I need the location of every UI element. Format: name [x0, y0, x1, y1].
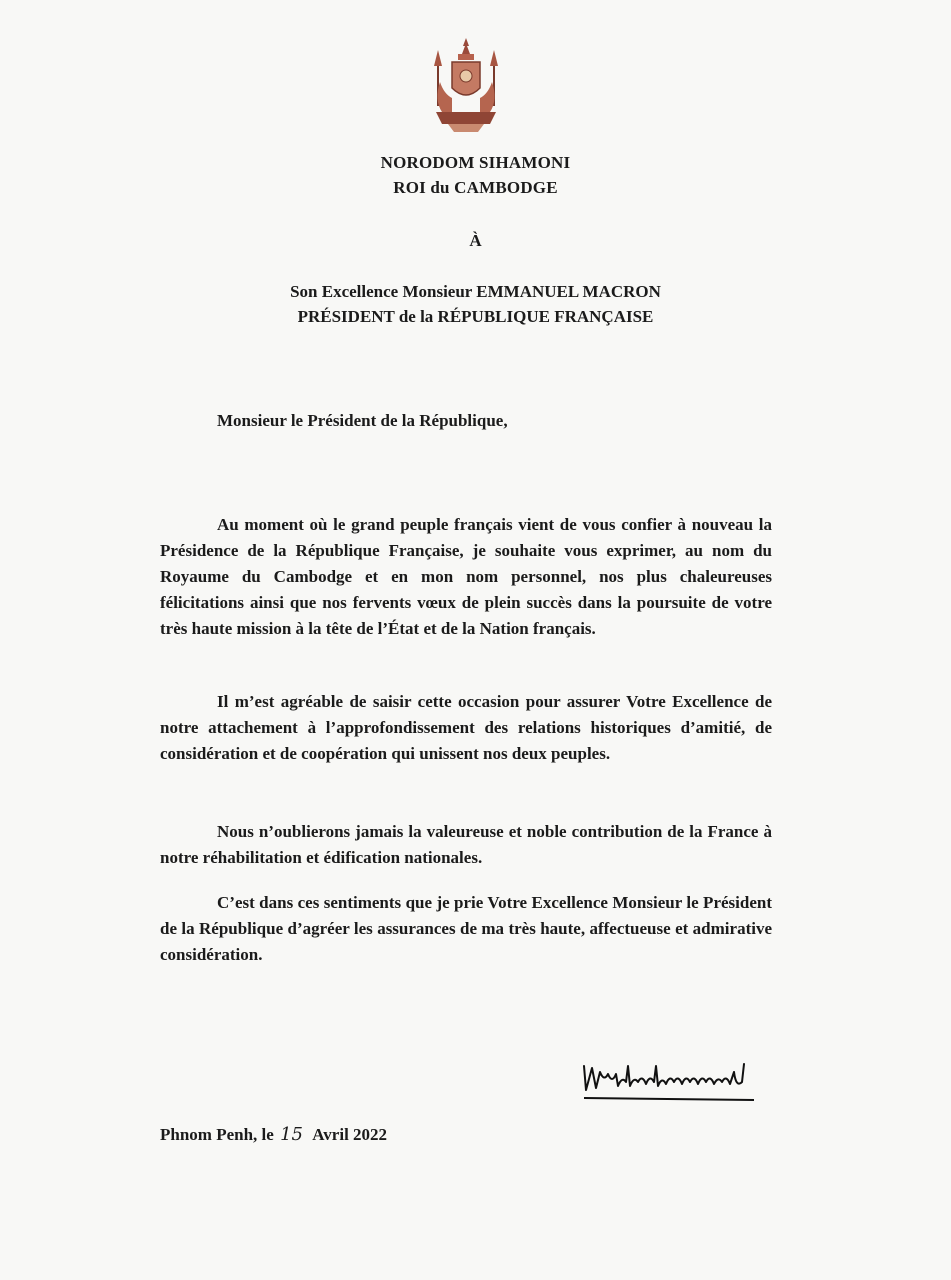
body-paragraph: Nous n’oublierons jamais la valeureuse et noble contribution de la France à notre réhabilitation et édification nationales.: [160, 822, 772, 867]
body-paragraph: C’est dans ces sentiments que je prie Votre Excellence Monsieur le Président de la République d’agréer les assurances de ma très haute, affectueuse et admirative considération.: [160, 893, 772, 964]
royal-coat-of-arms-icon: [420, 36, 512, 136]
address-to-mark: À: [469, 231, 482, 250]
sender-name: NORODOM SIHAMONI: [380, 153, 571, 172]
body-paragraph: Il m’est agréable de saisir cette occasion pour assurer Votre Excellence de notre attachement à l’approfondissement des relations historiques d’amitié, de considération et de coopération qui unissent nos deux peuples.: [160, 692, 772, 763]
salutation: Monsieur le Président de la République,: [217, 411, 508, 430]
body-paragraph: Au moment où le grand peuple français vient de vous confier à nouveau la Présidence de la République Française, je souhaite vous exprimer, au nom du Royaume du Cambodge et en mon nom personnel, nos plus chaleureuses félicitations ainsi que nos fervents vœux de plein succès dans la poursuite de votre très haute mission à la tête de l’État et de la Nation français.: [160, 515, 772, 638]
place-prefix: Phnom Penh, le: [160, 1125, 274, 1144]
handwritten-signature-icon: [578, 1052, 758, 1104]
recipient-name: Son Excellence Monsieur EMMANUEL MACRON: [290, 282, 661, 301]
sender-title: ROI du CAMBODGE: [393, 178, 558, 197]
place-and-date: [160, 1124, 387, 1145]
recipient-title: PRÉSIDENT de la RÉPUBLIQUE FRANÇAISE: [297, 307, 654, 326]
date-day: 15: [280, 1124, 303, 1145]
date-month-year: Avril 2022: [312, 1125, 388, 1144]
